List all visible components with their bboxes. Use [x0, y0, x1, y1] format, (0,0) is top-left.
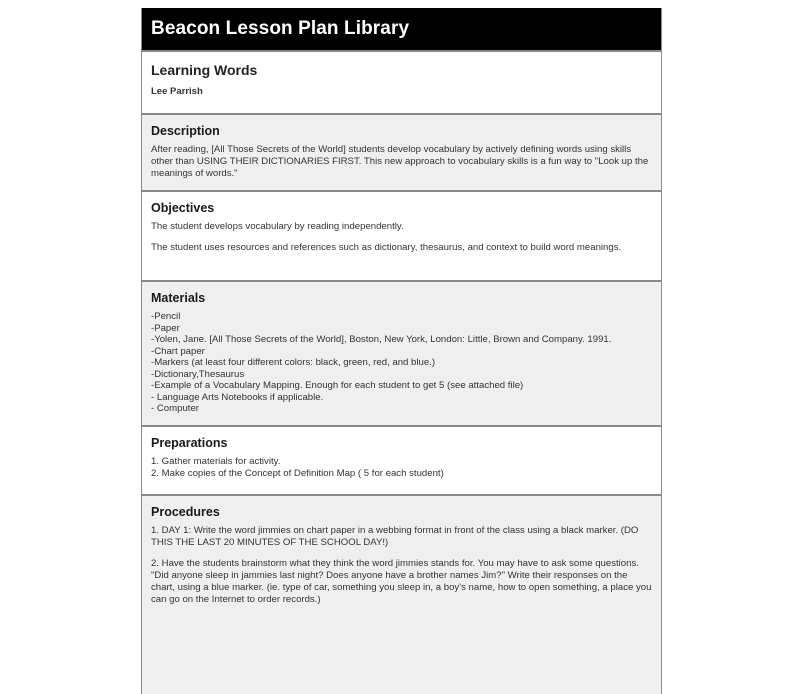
- description-heading: Description: [151, 124, 220, 138]
- lesson-header: [142, 50, 661, 113]
- site-banner: [142, 8, 661, 50]
- material-item: - Language Arts Notebooks if applicable.: [151, 391, 324, 403]
- preparations-section: [142, 425, 661, 494]
- procedures-section: [142, 494, 661, 694]
- material-item: -Chart paper: [151, 345, 205, 357]
- material-item: -Yolen, Jane. [All Those Secrets of the World], Boston, New York, London: Little, Brown and Company. 1991.: [151, 334, 612, 345]
- material-item: -Pencil: [151, 311, 181, 322]
- lesson-page: [141, 8, 662, 694]
- material-item: -Dictionary,Thesaurus: [151, 368, 245, 380]
- procedure-step: 1. DAY 1: Write the word jimmies on chart paper in a webbing format in front of the class using a black marker. (DO THIS THE LAST 20 MINUTES OF THE SCHOOL DAY!): [151, 525, 639, 548]
- preparation-item: 1. Gather materials for activity.: [151, 456, 281, 467]
- objective-item: The student develops vocabulary by reading independently.: [151, 221, 404, 232]
- material-item: -Markers (at least four different colors: black, green, red, and blue.): [151, 357, 436, 368]
- preparations-heading: Preparations: [151, 436, 228, 450]
- preparations-list: [151, 456, 652, 479]
- site-title: Beacon Lesson Plan Library: [151, 18, 410, 39]
- materials-list: [151, 311, 652, 415]
- objective-item: The student uses resources and references such as dictionary, thesaurus, and context to build word meanings.: [151, 242, 622, 253]
- description-section: [142, 113, 661, 190]
- materials-heading: Materials: [151, 291, 206, 305]
- objectives-heading: Objectives: [151, 201, 215, 215]
- material-item: -Example of a Vocabulary Mapping. Enough for each student to get 5 (see attached file): [151, 380, 524, 391]
- material-item: -Paper: [151, 322, 180, 334]
- description-text: After reading, [All Those Secrets of the World] students develop vocabulary by actively defining words using skills other than USING THEIR DICTIONARIES FIRST. This new approach to vocabulary skills is a fun way to "Look up the meanings of words.": [151, 144, 649, 179]
- procedure-step: 2. Have the students brainstorm what they think the word jimmies stands for. You may have to ask some questions. "Did anyone sleep in jammies last night? Does anyone have a brother names Jim?" Write their responses on the chart, using a blue marker. (ie. type of car, something you sleep in, a boy's name, how to open something, a place you can go on the Internet to order records.): [151, 558, 652, 605]
- preparation-item: 2. Make copies of the Concept of Definition Map ( 5 for each student): [151, 467, 444, 479]
- lesson-title: Learning Words: [151, 62, 258, 78]
- material-item: - Computer: [151, 403, 199, 414]
- lesson-author: Lee Parrish: [151, 86, 203, 97]
- materials-section: [142, 280, 661, 425]
- objectives-section: [142, 190, 661, 280]
- procedures-heading: Procedures: [151, 505, 220, 519]
